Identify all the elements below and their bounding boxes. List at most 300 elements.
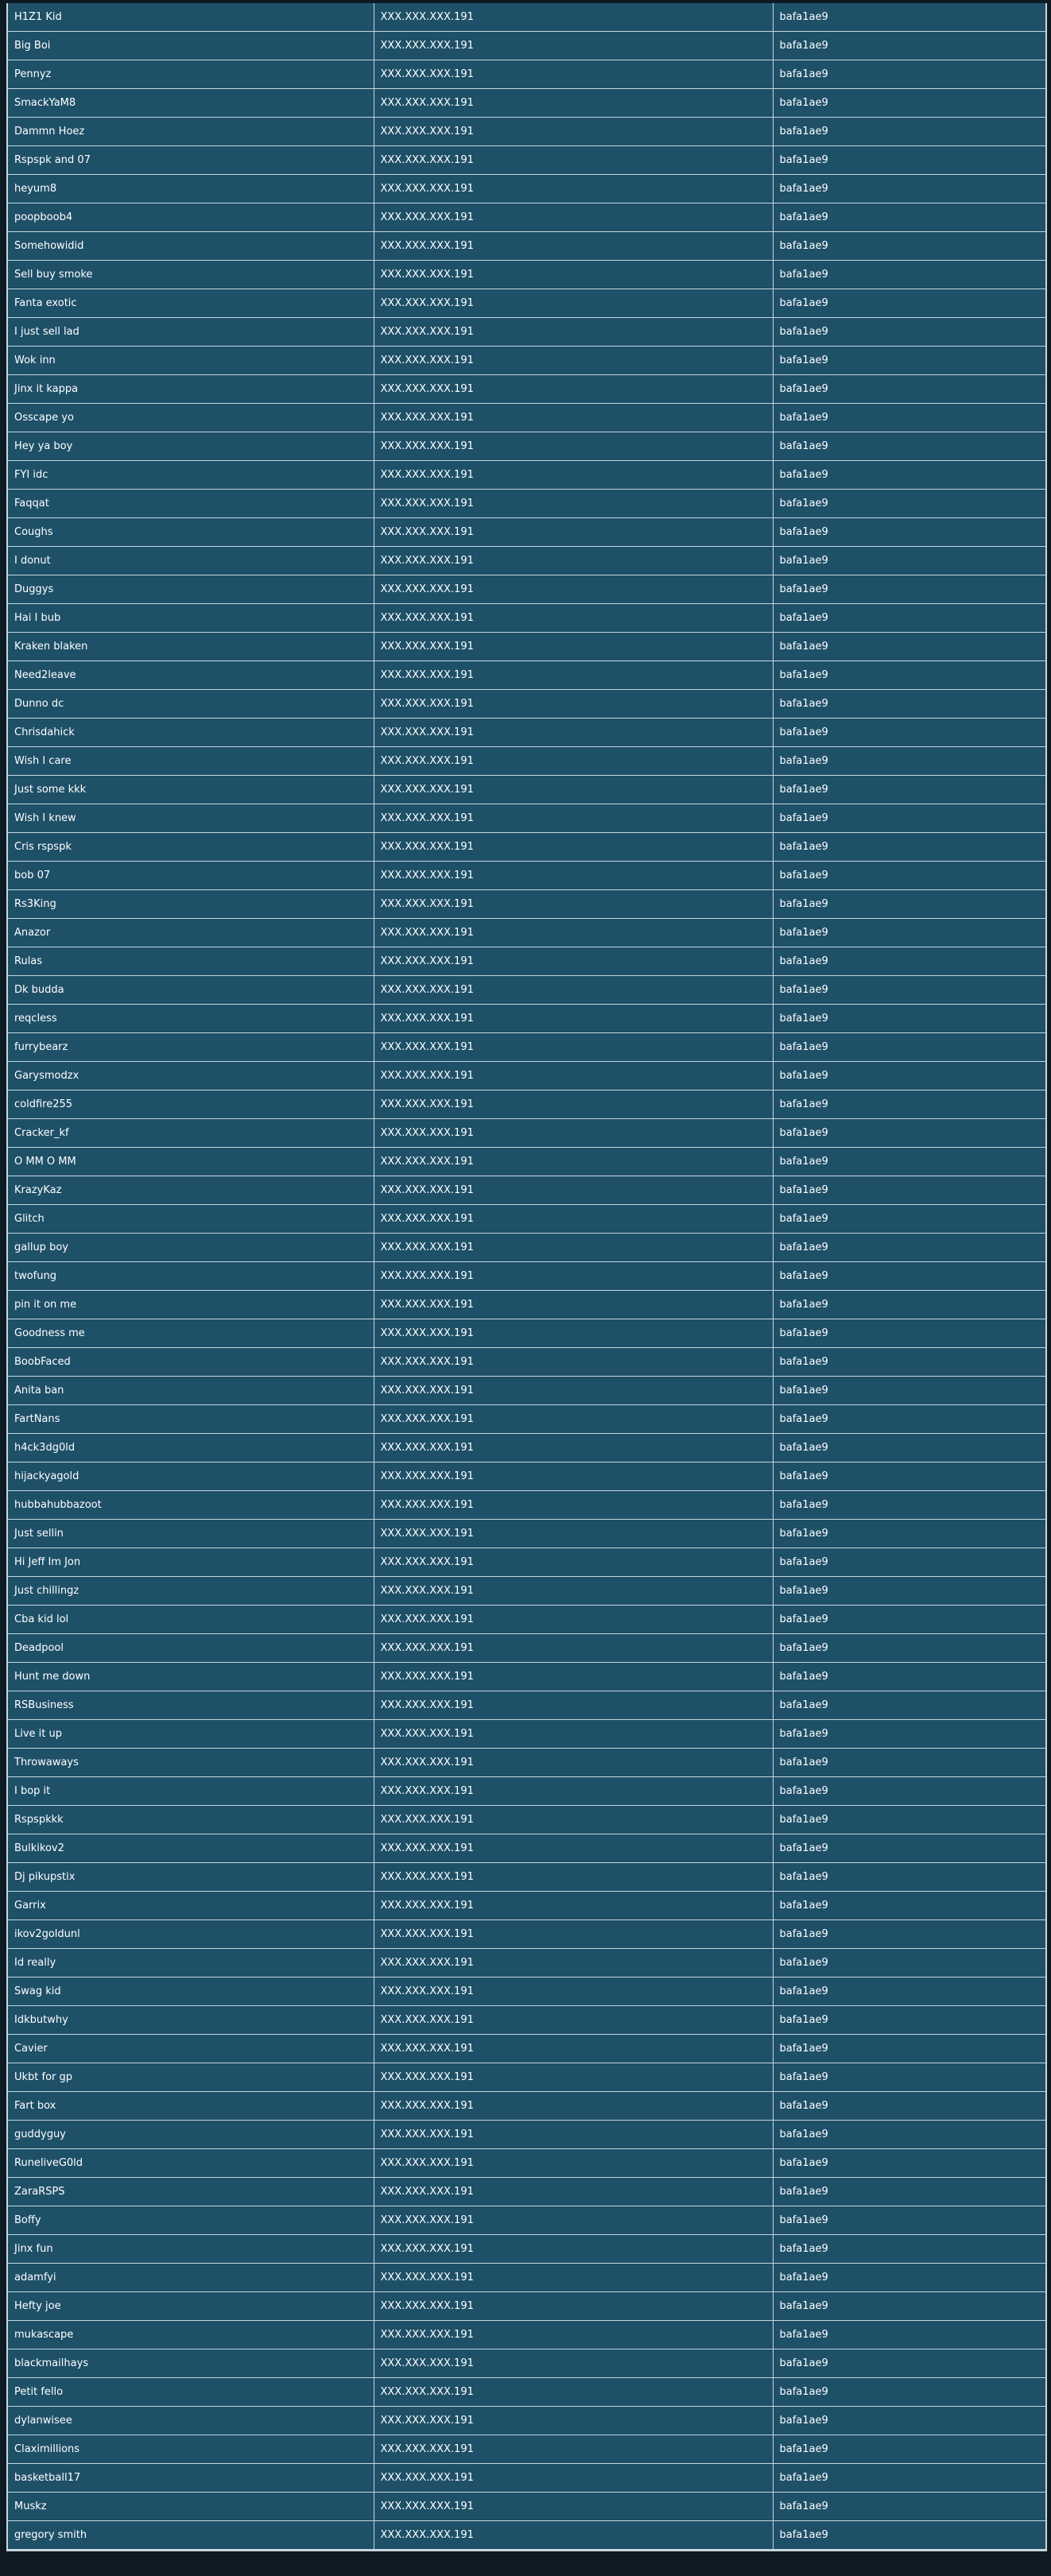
- table-row: [8, 2206, 1045, 2235]
- username-cell: Id really: [8, 1949, 374, 1978]
- hash-cell: bafa1ae9: [773, 1062, 1045, 1090]
- hash-cell: bafa1ae9: [773, 404, 1045, 432]
- table-row: [8, 2235, 1045, 2264]
- table-row: [8, 661, 1045, 690]
- hash-cell: bafa1ae9: [773, 2178, 1045, 2206]
- table-row: [8, 604, 1045, 633]
- table-row: [8, 1462, 1045, 1491]
- table-row: [8, 547, 1045, 575]
- ip-address-cell: XXX.XXX.XXX.191: [374, 2521, 773, 2550]
- hash-cell: bafa1ae9: [773, 1377, 1045, 1405]
- ip-address-cell: XXX.XXX.XXX.191: [374, 1033, 773, 1062]
- table-row: [8, 804, 1045, 833]
- ip-address-cell: XXX.XXX.XXX.191: [374, 2121, 773, 2149]
- table-row: [8, 2349, 1045, 2378]
- hash-cell: bafa1ae9: [773, 118, 1045, 146]
- username-cell: Duggys: [8, 575, 374, 604]
- ip-address-cell: XXX.XXX.XXX.191: [374, 1777, 773, 1806]
- username-cell: Garrix: [8, 1892, 374, 1920]
- ip-address-cell: XXX.XXX.XXX.191: [374, 118, 773, 146]
- table-row: [8, 518, 1045, 547]
- username-cell: coldfire255: [8, 1090, 374, 1119]
- table-row: [8, 976, 1045, 1005]
- hash-cell: bafa1ae9: [773, 32, 1045, 60]
- ip-address-cell: XXX.XXX.XXX.191: [374, 2321, 773, 2349]
- ip-address-cell: XXX.XXX.XXX.191: [374, 947, 773, 976]
- username-cell: ZaraRSPS: [8, 2178, 374, 2206]
- username-cell: heyum8: [8, 175, 374, 203]
- ip-address-cell: XXX.XXX.XXX.191: [374, 289, 773, 318]
- table-row: [8, 2178, 1045, 2206]
- username-cell: FYI idc: [8, 461, 374, 490]
- username-cell: Deadpool: [8, 1634, 374, 1663]
- table-row: [8, 1777, 1045, 1806]
- hash-cell: bafa1ae9: [773, 2035, 1045, 2063]
- username-cell: Cba kid lol: [8, 1606, 374, 1634]
- username-cell: Hey ya boy: [8, 432, 374, 461]
- ip-address-cell: XXX.XXX.XXX.191: [374, 1548, 773, 1577]
- ip-address-cell: XXX.XXX.XXX.191: [374, 1749, 773, 1777]
- username-cell: h4ck3dg0ld: [8, 1434, 374, 1462]
- table-row: [8, 347, 1045, 375]
- table-row: [8, 1606, 1045, 1634]
- hash-cell: bafa1ae9: [773, 575, 1045, 604]
- ip-address-cell: XXX.XXX.XXX.191: [374, 776, 773, 804]
- hash-cell: bafa1ae9: [773, 1606, 1045, 1634]
- ip-address-cell: XXX.XXX.XXX.191: [374, 1920, 773, 1949]
- username-cell: Petit fello: [8, 2378, 374, 2407]
- username-cell: hijackyagold: [8, 1462, 374, 1491]
- ip-address-cell: XXX.XXX.XXX.191: [374, 1405, 773, 1434]
- hash-cell: bafa1ae9: [773, 1834, 1045, 1863]
- ip-address-cell: XXX.XXX.XXX.191: [374, 2035, 773, 2063]
- hash-cell: bafa1ae9: [773, 1577, 1045, 1606]
- username-cell: Muskz: [8, 2493, 374, 2521]
- table-row: [8, 1033, 1045, 1062]
- table-row: [8, 1434, 1045, 1462]
- table-row: [8, 776, 1045, 804]
- username-cell: poopboob4: [8, 203, 374, 232]
- ip-address-cell: XXX.XXX.XXX.191: [374, 1319, 773, 1348]
- ip-address-cell: XXX.XXX.XXX.191: [374, 232, 773, 261]
- hash-cell: bafa1ae9: [773, 2235, 1045, 2264]
- table-row: [8, 89, 1045, 118]
- username-cell: FartNans: [8, 1405, 374, 1434]
- username-cell: KrazyKaz: [8, 1176, 374, 1205]
- ip-address-cell: XXX.XXX.XXX.191: [374, 1148, 773, 1176]
- table-row: [8, 1520, 1045, 1548]
- hash-cell: bafa1ae9: [773, 1176, 1045, 1205]
- ip-address-cell: XXX.XXX.XXX.191: [374, 1291, 773, 1319]
- username-cell: Dj pikupstix: [8, 1863, 374, 1892]
- hash-cell: bafa1ae9: [773, 1949, 1045, 1978]
- hash-cell: bafa1ae9: [773, 203, 1045, 232]
- username-cell: Cris rspspk: [8, 833, 374, 862]
- table-row: [8, 1090, 1045, 1119]
- username-cell: Goodness me: [8, 1319, 374, 1348]
- table-row: [8, 1062, 1045, 1090]
- ip-address-cell: XXX.XXX.XXX.191: [374, 2063, 773, 2092]
- hash-cell: bafa1ae9: [773, 1806, 1045, 1834]
- username-cell: Rs3King: [8, 890, 374, 919]
- hash-cell: bafa1ae9: [773, 776, 1045, 804]
- hash-cell: bafa1ae9: [773, 2349, 1045, 2378]
- username-cell: Dammn Hoez: [8, 118, 374, 146]
- table-row: [8, 1577, 1045, 1606]
- ip-address-cell: XXX.XXX.XXX.191: [374, 1005, 773, 1033]
- hash-cell: bafa1ae9: [773, 3, 1045, 32]
- table-row: [8, 2264, 1045, 2292]
- ip-address-cell: XXX.XXX.XXX.191: [374, 3, 773, 32]
- table-row: [8, 1348, 1045, 1377]
- hash-cell: bafa1ae9: [773, 976, 1045, 1005]
- hash-cell: bafa1ae9: [773, 490, 1045, 518]
- username-cell: Hefty joe: [8, 2292, 374, 2321]
- ip-address-cell: XXX.XXX.XXX.191: [374, 1462, 773, 1491]
- hash-cell: bafa1ae9: [773, 518, 1045, 547]
- ip-address-cell: XXX.XXX.XXX.191: [374, 2178, 773, 2206]
- ip-address-cell: XXX.XXX.XXX.191: [374, 1491, 773, 1520]
- hash-cell: bafa1ae9: [773, 175, 1045, 203]
- ip-address-cell: XXX.XXX.XXX.191: [374, 2264, 773, 2292]
- ip-address-cell: XXX.XXX.XXX.191: [374, 747, 773, 776]
- ip-address-cell: XXX.XXX.XXX.191: [374, 1176, 773, 1205]
- username-cell: Somehowidid: [8, 232, 374, 261]
- ip-address-cell: XXX.XXX.XXX.191: [374, 919, 773, 947]
- hash-cell: bafa1ae9: [773, 1405, 1045, 1434]
- ip-address-cell: XXX.XXX.XXX.191: [374, 261, 773, 289]
- table-row: [8, 1806, 1045, 1834]
- hash-cell: bafa1ae9: [773, 1205, 1045, 1234]
- username-cell: Wok inn: [8, 347, 374, 375]
- username-cell: Chrisdahick: [8, 719, 374, 747]
- table-row: [8, 919, 1045, 947]
- table-row: [8, 1148, 1045, 1176]
- hash-cell: bafa1ae9: [773, 461, 1045, 490]
- username-cell: Wish I care: [8, 747, 374, 776]
- hash-cell: bafa1ae9: [773, 2464, 1045, 2493]
- table-row: [8, 2035, 1045, 2063]
- username-cell: guddyguy: [8, 2121, 374, 2149]
- hash-cell: bafa1ae9: [773, 604, 1045, 633]
- hash-cell: bafa1ae9: [773, 2264, 1045, 2292]
- ip-address-cell: XXX.XXX.XXX.191: [374, 1806, 773, 1834]
- table-row: [8, 2521, 1045, 2550]
- username-cell: bob 07: [8, 862, 374, 890]
- username-cell: SmackYaM8: [8, 89, 374, 118]
- table-row: [8, 1176, 1045, 1205]
- hash-cell: bafa1ae9: [773, 1920, 1045, 1949]
- table-row: [8, 1863, 1045, 1892]
- ip-address-cell: XXX.XXX.XXX.191: [374, 804, 773, 833]
- table-row: [8, 1319, 1045, 1348]
- ip-address-cell: XXX.XXX.XXX.191: [374, 2407, 773, 2435]
- username-cell: Cracker_kf: [8, 1119, 374, 1148]
- hash-cell: bafa1ae9: [773, 347, 1045, 375]
- hash-cell: bafa1ae9: [773, 862, 1045, 890]
- username-cell: gregory smith: [8, 2521, 374, 2550]
- username-cell: Glitch: [8, 1205, 374, 1234]
- username-cell: Coughs: [8, 518, 374, 547]
- ip-address-cell: XXX.XXX.XXX.191: [374, 203, 773, 232]
- hash-cell: bafa1ae9: [773, 2206, 1045, 2235]
- hash-cell: bafa1ae9: [773, 1119, 1045, 1148]
- table-row: [8, 2378, 1045, 2407]
- table-row: [8, 833, 1045, 862]
- ip-address-cell: XXX.XXX.XXX.191: [374, 1949, 773, 1978]
- table-row: [8, 2321, 1045, 2349]
- ip-address-cell: XXX.XXX.XXX.191: [374, 547, 773, 575]
- table-row: [8, 1119, 1045, 1148]
- ip-address-cell: XXX.XXX.XXX.191: [374, 461, 773, 490]
- username-cell: Big Boi: [8, 32, 374, 60]
- hash-cell: bafa1ae9: [773, 947, 1045, 976]
- table-row: [8, 1548, 1045, 1577]
- hash-cell: bafa1ae9: [773, 1720, 1045, 1749]
- table-row: [8, 2006, 1045, 2035]
- table-row: [8, 2435, 1045, 2464]
- hash-cell: bafa1ae9: [773, 1777, 1045, 1806]
- table-row: [8, 203, 1045, 232]
- hash-cell: bafa1ae9: [773, 89, 1045, 118]
- ip-address-cell: XXX.XXX.XXX.191: [374, 890, 773, 919]
- ip-address-cell: XXX.XXX.XXX.191: [374, 1834, 773, 1863]
- ip-address-cell: XXX.XXX.XXX.191: [374, 318, 773, 347]
- username-cell: adamfyi: [8, 2264, 374, 2292]
- ip-address-cell: XXX.XXX.XXX.191: [374, 2235, 773, 2264]
- username-cell: Hunt me down: [8, 1663, 374, 1691]
- table-row: [8, 862, 1045, 890]
- username-cell: RuneliveG0ld: [8, 2149, 374, 2178]
- ip-address-cell: XXX.XXX.XXX.191: [374, 175, 773, 203]
- table-row: [8, 1262, 1045, 1291]
- table-row: [8, 3, 1045, 32]
- username-cell: reqcless: [8, 1005, 374, 1033]
- username-cell: Just chillingz: [8, 1577, 374, 1606]
- hash-cell: bafa1ae9: [773, 1291, 1045, 1319]
- hash-cell: bafa1ae9: [773, 804, 1045, 833]
- table-row: [8, 1005, 1045, 1033]
- username-cell: Jinx fun: [8, 2235, 374, 2264]
- table-row: [8, 1663, 1045, 1691]
- hash-cell: bafa1ae9: [773, 1749, 1045, 1777]
- table-row: [8, 2407, 1045, 2435]
- ip-address-cell: XXX.XXX.XXX.191: [374, 60, 773, 89]
- hash-cell: bafa1ae9: [773, 2493, 1045, 2521]
- username-cell: Pennyz: [8, 60, 374, 89]
- username-cell: dylanwisee: [8, 2407, 374, 2435]
- username-cell: Sell buy smoke: [8, 261, 374, 289]
- username-cell: Dk budda: [8, 976, 374, 1005]
- username-cell: Fanta exotic: [8, 289, 374, 318]
- username-cell: Bulkikov2: [8, 1834, 374, 1863]
- table-row: [8, 719, 1045, 747]
- username-cell: Faqqat: [8, 490, 374, 518]
- ip-address-cell: XXX.XXX.XXX.191: [374, 2092, 773, 2121]
- ip-address-cell: XXX.XXX.XXX.191: [374, 1663, 773, 1691]
- username-cell: basketball17: [8, 2464, 374, 2493]
- table-row: [8, 318, 1045, 347]
- username-cell: Dunno dc: [8, 690, 374, 719]
- username-cell: mukascape: [8, 2321, 374, 2349]
- hash-cell: bafa1ae9: [773, 2006, 1045, 2035]
- ip-address-cell: XXX.XXX.XXX.191: [374, 2464, 773, 2493]
- username-cell: Rulas: [8, 947, 374, 976]
- username-cell: Kraken blaken: [8, 633, 374, 661]
- username-cell: twofung: [8, 1262, 374, 1291]
- table-row: [8, 1691, 1045, 1720]
- ip-address-cell: XXX.XXX.XXX.191: [374, 89, 773, 118]
- username-cell: Throwaways: [8, 1749, 374, 1777]
- hash-cell: bafa1ae9: [773, 690, 1045, 719]
- ip-address-cell: XXX.XXX.XXX.191: [374, 490, 773, 518]
- table-row: [8, 2063, 1045, 2092]
- ip-address-cell: XXX.XXX.XXX.191: [374, 2149, 773, 2178]
- table-row: [8, 1205, 1045, 1234]
- ip-address-cell: XXX.XXX.XXX.191: [374, 1090, 773, 1119]
- username-cell: furrybearz: [8, 1033, 374, 1062]
- username-cell: BoobFaced: [8, 1348, 374, 1377]
- hash-cell: bafa1ae9: [773, 1491, 1045, 1520]
- hash-cell: bafa1ae9: [773, 375, 1045, 404]
- hash-cell: bafa1ae9: [773, 1319, 1045, 1348]
- ip-address-cell: XXX.XXX.XXX.191: [374, 633, 773, 661]
- table-row: [8, 947, 1045, 976]
- ip-address-cell: XXX.XXX.XXX.191: [374, 1634, 773, 1663]
- table-row: [8, 1920, 1045, 1949]
- username-cell: Garysmodzx: [8, 1062, 374, 1090]
- table-row: [8, 1405, 1045, 1434]
- username-cell: Anita ban: [8, 1377, 374, 1405]
- username-cell: Rspspkkk: [8, 1806, 374, 1834]
- hash-cell: bafa1ae9: [773, 1548, 1045, 1577]
- table-row: [8, 2493, 1045, 2521]
- hash-cell: bafa1ae9: [773, 1090, 1045, 1119]
- ip-address-cell: XXX.XXX.XXX.191: [374, 1434, 773, 1462]
- table-row: [8, 575, 1045, 604]
- ip-address-cell: XXX.XXX.XXX.191: [374, 32, 773, 60]
- table-row: [8, 2121, 1045, 2149]
- table-row: [8, 1949, 1045, 1978]
- hash-cell: bafa1ae9: [773, 1434, 1045, 1462]
- username-cell: Rspspk and 07: [8, 146, 374, 175]
- hash-cell: bafa1ae9: [773, 2407, 1045, 2435]
- hash-cell: bafa1ae9: [773, 2292, 1045, 2321]
- ip-address-cell: XXX.XXX.XXX.191: [374, 862, 773, 890]
- username-cell: Idkbutwhy: [8, 2006, 374, 2035]
- ip-address-cell: XXX.XXX.XXX.191: [374, 1262, 773, 1291]
- username-cell: Osscape yo: [8, 404, 374, 432]
- ip-address-cell: XXX.XXX.XXX.191: [374, 604, 773, 633]
- ip-address-cell: XXX.XXX.XXX.191: [374, 1119, 773, 1148]
- ip-address-cell: XXX.XXX.XXX.191: [374, 2292, 773, 2321]
- table-row: [8, 2464, 1045, 2493]
- username-cell: H1Z1 Kid: [8, 3, 374, 32]
- ip-address-cell: XXX.XXX.XXX.191: [374, 1892, 773, 1920]
- ip-address-cell: XXX.XXX.XXX.191: [374, 2349, 773, 2378]
- username-cell: Hi Jeff Im Jon: [8, 1548, 374, 1577]
- hash-cell: bafa1ae9: [773, 719, 1045, 747]
- username-cell: I just sell lad: [8, 318, 374, 347]
- hash-cell: bafa1ae9: [773, 232, 1045, 261]
- username-cell: pin it on me: [8, 1291, 374, 1319]
- table-row: [8, 404, 1045, 432]
- hash-cell: bafa1ae9: [773, 2063, 1045, 2092]
- username-cell: hubbahubbazoot: [8, 1491, 374, 1520]
- table-row: [8, 1491, 1045, 1520]
- user-ip-table: [8, 3, 1045, 2550]
- username-cell: RSBusiness: [8, 1691, 374, 1720]
- hash-cell: bafa1ae9: [773, 919, 1045, 947]
- ip-address-cell: XXX.XXX.XXX.191: [374, 833, 773, 862]
- username-cell: blackmailhays: [8, 2349, 374, 2378]
- table-row: [8, 289, 1045, 318]
- table-row: [8, 1892, 1045, 1920]
- hash-cell: bafa1ae9: [773, 289, 1045, 318]
- table-row: [8, 2149, 1045, 2178]
- ip-address-cell: XXX.XXX.XXX.191: [374, 575, 773, 604]
- username-cell: Fart box: [8, 2092, 374, 2121]
- table-row: [8, 1377, 1045, 1405]
- table-row: [8, 1291, 1045, 1319]
- username-cell: Hai I bub: [8, 604, 374, 633]
- table-row: [8, 633, 1045, 661]
- ip-address-cell: XXX.XXX.XXX.191: [374, 2378, 773, 2407]
- ip-address-cell: XXX.XXX.XXX.191: [374, 690, 773, 719]
- hash-cell: bafa1ae9: [773, 547, 1045, 575]
- table-row: [8, 375, 1045, 404]
- hash-cell: bafa1ae9: [773, 261, 1045, 289]
- hash-cell: bafa1ae9: [773, 1462, 1045, 1491]
- table-row: [8, 261, 1045, 289]
- username-cell: Boffy: [8, 2206, 374, 2235]
- table-row: [8, 1720, 1045, 1749]
- ip-address-cell: XXX.XXX.XXX.191: [374, 1348, 773, 1377]
- table-body: [8, 3, 1045, 2550]
- username-cell: Just some kkk: [8, 776, 374, 804]
- table-row: [8, 1234, 1045, 1262]
- table-row: [8, 1749, 1045, 1777]
- ip-address-cell: XXX.XXX.XXX.191: [374, 1062, 773, 1090]
- username-cell: Ukbt for gp: [8, 2063, 374, 2092]
- hash-cell: bafa1ae9: [773, 890, 1045, 919]
- username-cell: Swag kid: [8, 1978, 374, 2006]
- hash-cell: bafa1ae9: [773, 1691, 1045, 1720]
- hash-cell: bafa1ae9: [773, 2435, 1045, 2464]
- ip-address-cell: XXX.XXX.XXX.191: [374, 1520, 773, 1548]
- username-cell: Jinx it kappa: [8, 375, 374, 404]
- table-row: [8, 690, 1045, 719]
- table-row: [8, 1634, 1045, 1663]
- ip-address-cell: XXX.XXX.XXX.191: [374, 661, 773, 690]
- hash-cell: bafa1ae9: [773, 60, 1045, 89]
- hash-cell: bafa1ae9: [773, 2149, 1045, 2178]
- ip-address-cell: XXX.XXX.XXX.191: [374, 1606, 773, 1634]
- username-cell: I bop it: [8, 1777, 374, 1806]
- ip-address-cell: XXX.XXX.XXX.191: [374, 404, 773, 432]
- username-cell: gallup boy: [8, 1234, 374, 1262]
- username-cell: Cavier: [8, 2035, 374, 2063]
- ip-address-cell: XXX.XXX.XXX.191: [374, 347, 773, 375]
- hash-cell: bafa1ae9: [773, 1033, 1045, 1062]
- ip-address-cell: XXX.XXX.XXX.191: [374, 1234, 773, 1262]
- table-row: [8, 2292, 1045, 2321]
- hash-cell: bafa1ae9: [773, 633, 1045, 661]
- hash-cell: bafa1ae9: [773, 2378, 1045, 2407]
- table-row: [8, 146, 1045, 175]
- hash-cell: bafa1ae9: [773, 1863, 1045, 1892]
- ip-address-cell: XXX.XXX.XXX.191: [374, 518, 773, 547]
